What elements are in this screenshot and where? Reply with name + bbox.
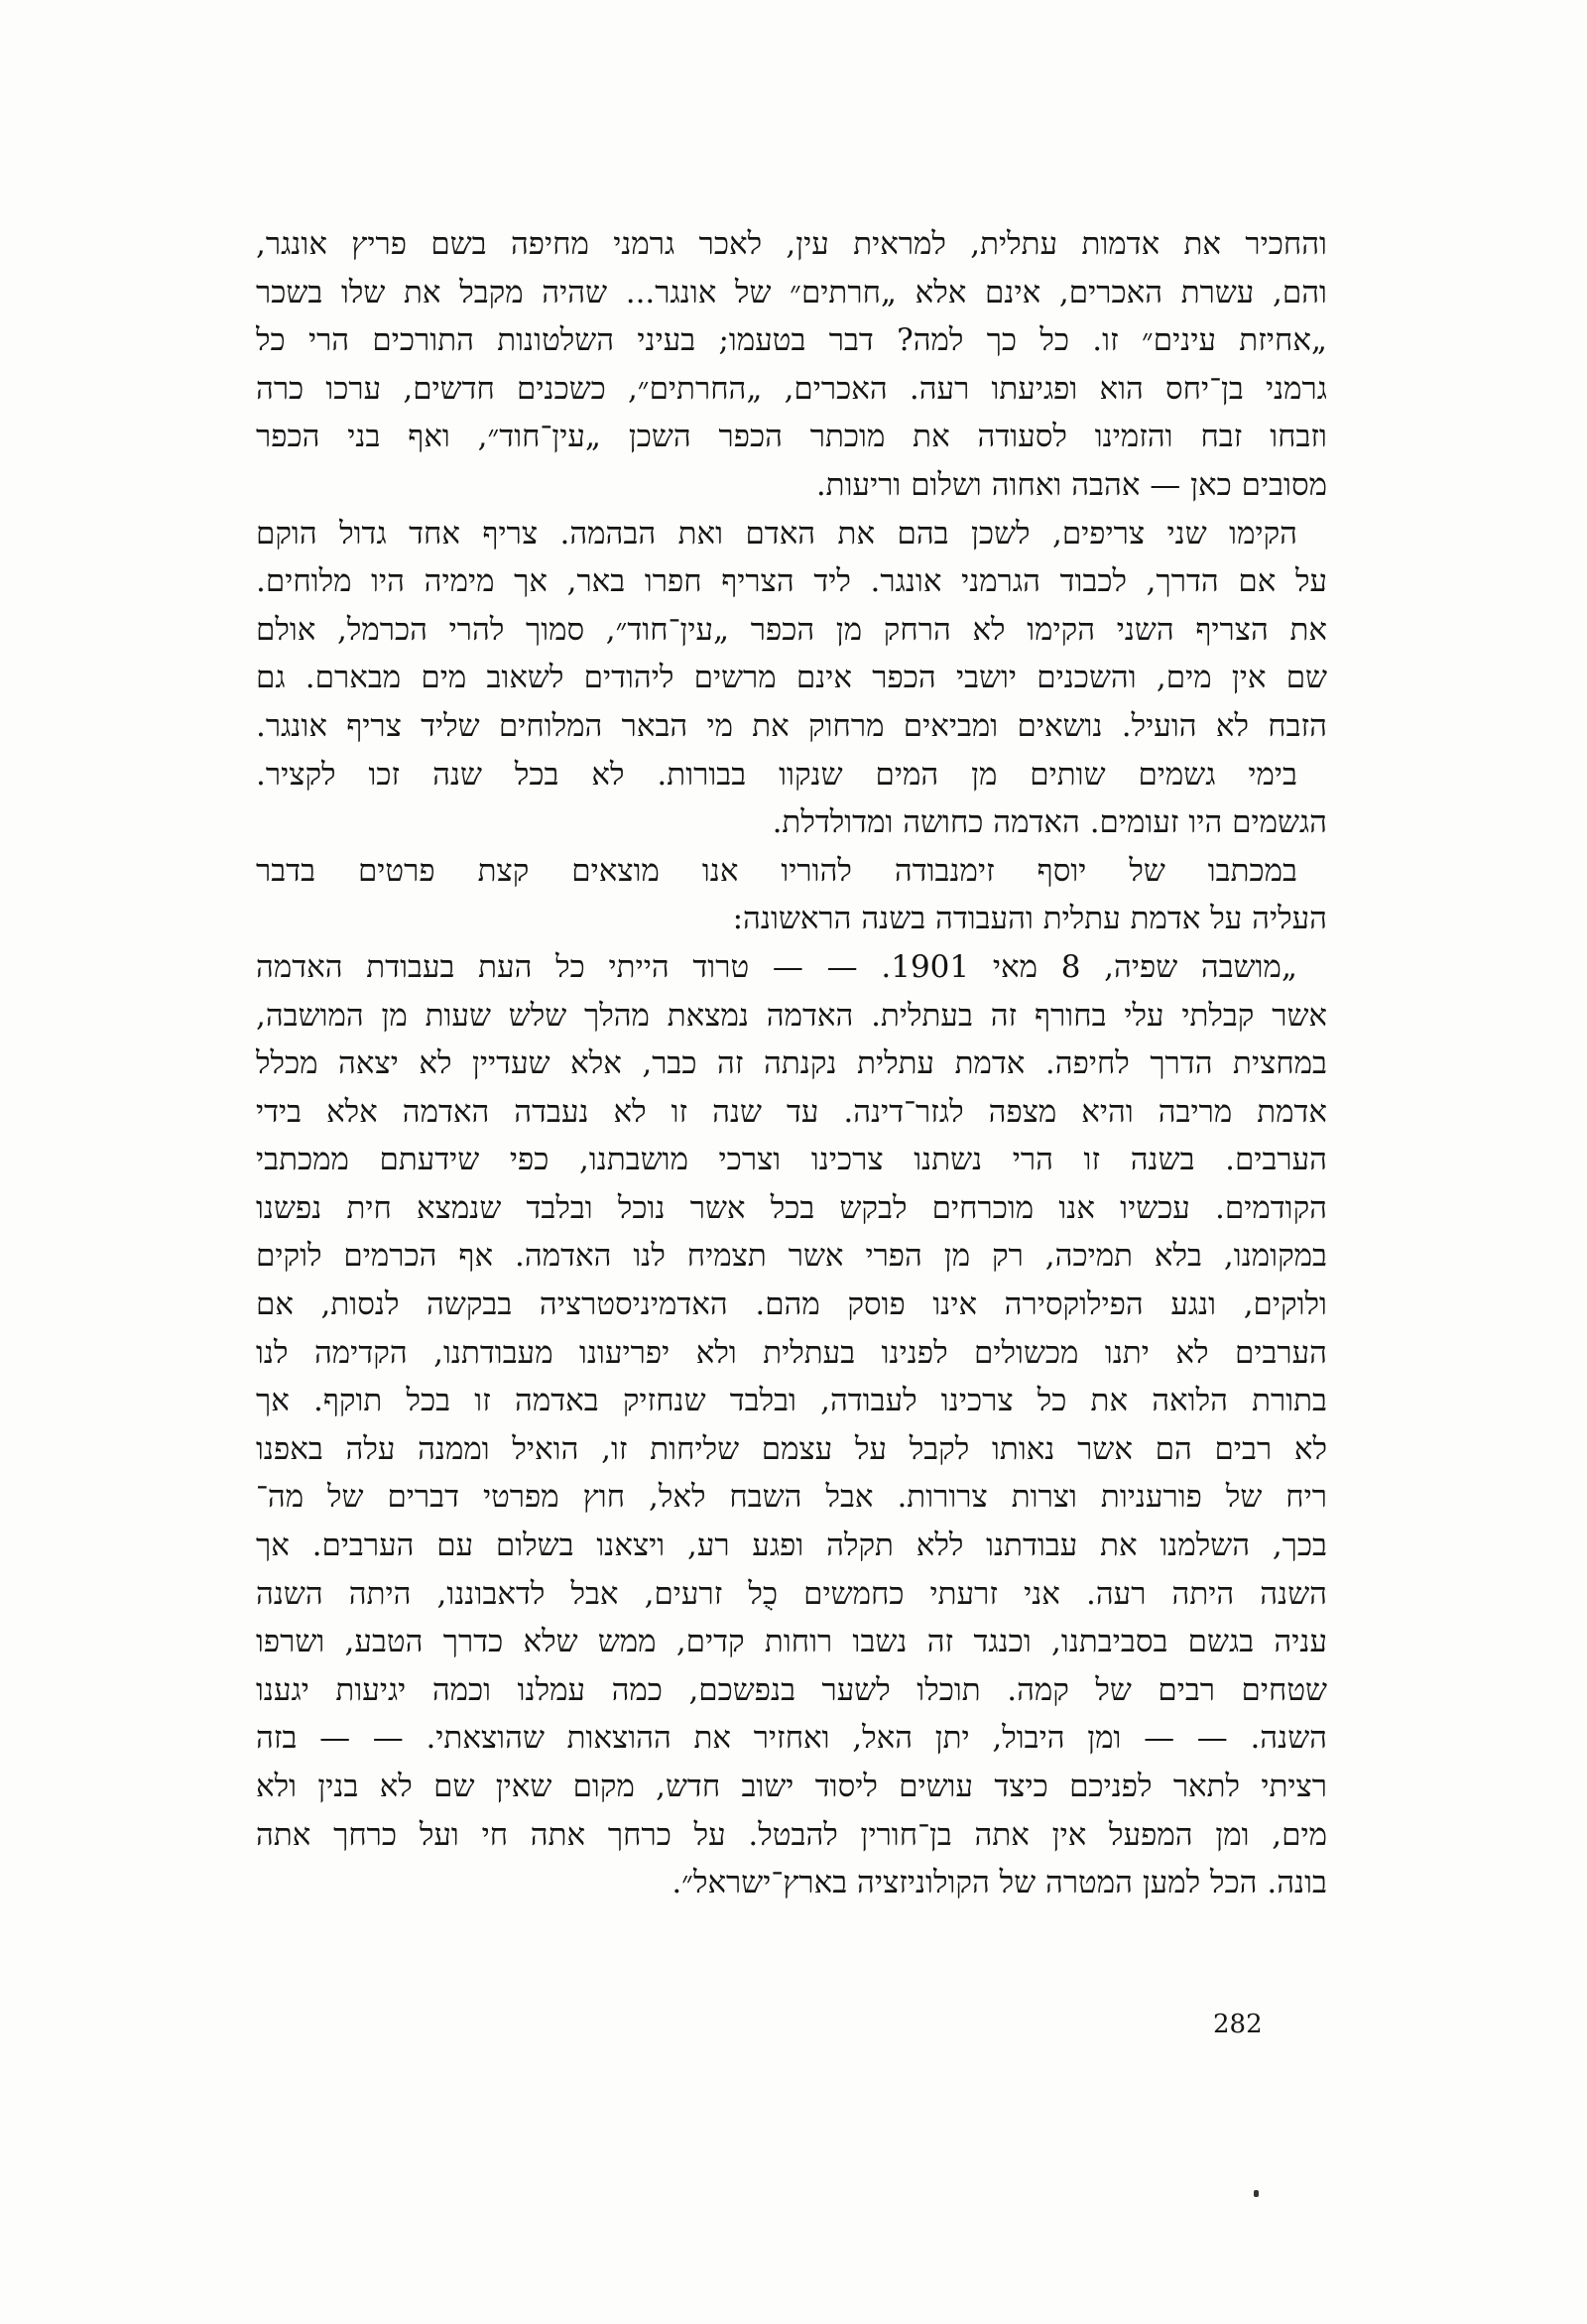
text-line: השנה היתה רעה. אני זרעתי כחמשים כֻל זרעים, אבל לדאבוננו, היתה השנה <box>256 1575 1327 1612</box>
text-line: בונה. הכל למען המטרה של הקולוניזציה בארץ־ישראל״. <box>671 1865 1327 1901</box>
text-line: ריח של פורעניות וצרות צרורות. אבל השבח לאל, חוץ מפרטי דברים של מה־ <box>256 1479 1327 1516</box>
text-line: מים, ומן המפעל אין אתה בן־חורין להבטל. על כרחך אתה חי ועל כרחך אתה <box>256 1816 1327 1853</box>
text-line: במחצית הדרך לחיפה. אדמת עתלית נקנתה זה כבר, אלא שעדיין לא יצאה מכלל <box>256 1045 1327 1082</box>
scan-speck <box>1254 2190 1259 2197</box>
text-line: „אחיזת עינים״ זו. כל כך למה? דבר בטעמו; בעיני השלטונות התורכים הרי כל <box>256 322 1327 359</box>
text-line: הערבים לא יתנו מכשולים לפנינו בעתלית ולא יפריעונו מעבודתנו, הקדימה לנו <box>256 1334 1327 1371</box>
text-line: אדמת מריבה והיא מצפה לגזר־דינה. עד שנה זו לא נעבדה האדמה אלא בידי <box>256 1093 1327 1130</box>
text-line: הקימו שני צריפים, לשכן בהם את האדם ואת הבהמה. צריף אחד גדול הוקם <box>256 515 1297 551</box>
text-line: „מושבה שפיה, 8 מאי 1901. — — טרוד הייתי כל העת בעבודת האדמה <box>256 948 1297 985</box>
text-line: וזבחו זבח והזמינו לסעודה את מוכתר הכפר השכן „עין־חוד״, ואף בני הכפר <box>256 419 1327 455</box>
text-line: העליה על אדמת עתלית והעבודה בשנה הראשונה: <box>732 901 1327 937</box>
text-line: על אם הדרך, לכבוד הגרמני אונגר. ליד הצריף חפרו באר, אך מימיה היו מלוחים. <box>256 563 1327 600</box>
text-line: הערבים. בשנה זו הרי נשתנו צרכינו וצרכי מושבתנו, כפי שידעתם ממכתבי <box>256 1142 1327 1178</box>
text-line: הקודמים. עכשיו אנו מוכרחים לבקש בכל אשר נוכל ובלבד שנמצא חית נפשנו <box>256 1189 1327 1226</box>
text-line: מסובים כאן — אהבה ואחוה ושלום וריעות. <box>815 466 1327 503</box>
text-line: שטחים רבים של קמה. תוכלו לשער בנפשכם, כמה עמלנו וכמה יגיעות יגענו <box>256 1671 1327 1708</box>
text-line: את הצריף השני הקימו לא הרחק מן הכפר „עין־חוד״, סמוך להרי הכרמל, אולם <box>256 611 1327 648</box>
text-line: השנה. — — ומן היבול, יתן האל, ואחזיר את ההוצאות שהוצאתי. — — בזה <box>256 1720 1327 1757</box>
text-line: בתורת הלואה את כל צרכינו לעבודה, ובלבד שנחזיק באדמה זו בכל תוקף. אך <box>256 1383 1327 1419</box>
text-line: רציתי לתאר לפניכם כיצד עושים ליסוד ישוב חדש, מקום שאין שם לא בנין ולא <box>256 1769 1327 1804</box>
text-line: אשר קבלתי עלי בחורף זה בעתלית. האדמה נמצאת מהלך שלש שעות מן המושבה, <box>256 997 1327 1034</box>
text-line: הגשמים היו זעומים. האדמה כחושה ומדולדלת. <box>772 804 1327 841</box>
text-line: בכך, השלמנו את עבודתנו ללא תקלה ופגע רע, ויצאנו בשלום עם הערבים. אך <box>256 1528 1327 1564</box>
text-line: במכתבו של יוסף זימנבודה להוריו אנו מוצאים קצת פרטים בדבר <box>256 852 1297 889</box>
text-line: לא רבים הם אשר נאותו לקבל על עצמם שליחות זו, הואיל וממנה עלה באפנו <box>256 1430 1327 1467</box>
text-line: הזבח לא הועיל. נושאים ומביאים מרחוק את מי הבאר המלוחים שליד צריף אונגר. <box>256 707 1327 744</box>
body-text <box>256 220 1327 1907</box>
text-line: בימי גשמים שותים מן המים שנקוו בבורות. לא בכל שנה זכו לקציר. <box>256 756 1297 793</box>
text-line: והם, עשרת האכרים, אינם אלא „חרתים״ של אונגר... שהיה מקבל את שלו בשכר <box>256 274 1327 310</box>
text-line: גרמני בן־יחס הוא ופגיעתו רעה. האכרים, „החרתים״, כשכנים חדשים, ערכו כרה <box>256 370 1327 407</box>
text-line: ולוקים, ונגע הפילוקסירה אינו פוסק מהם. האדמיניסטרציה בבקשה לנסות, אם <box>256 1286 1327 1323</box>
text-line: במקומנו, בלא תמיכה, רק מן הפרי אשר תצמיח לנו האדמה. אף הכרמים לוקים <box>256 1238 1327 1275</box>
page-number: 282 <box>1213 2010 1263 2039</box>
text-line: והחכיר את אדמות עתלית, למראית עין, לאכר גרמני מחיפה בשם פריץ אונגר, <box>256 226 1327 262</box>
text-line: עניה בגשם בסביבתנו, וכנגד זה נשבו רוחות קדים, ממש שלא כדרך הטבע, ושרפו <box>256 1624 1327 1660</box>
text-line: שם אין מים, והשכנים יושבי הכפר אינם מרשים ליהודים לשאוב מים מבארם. גם <box>256 660 1327 696</box>
